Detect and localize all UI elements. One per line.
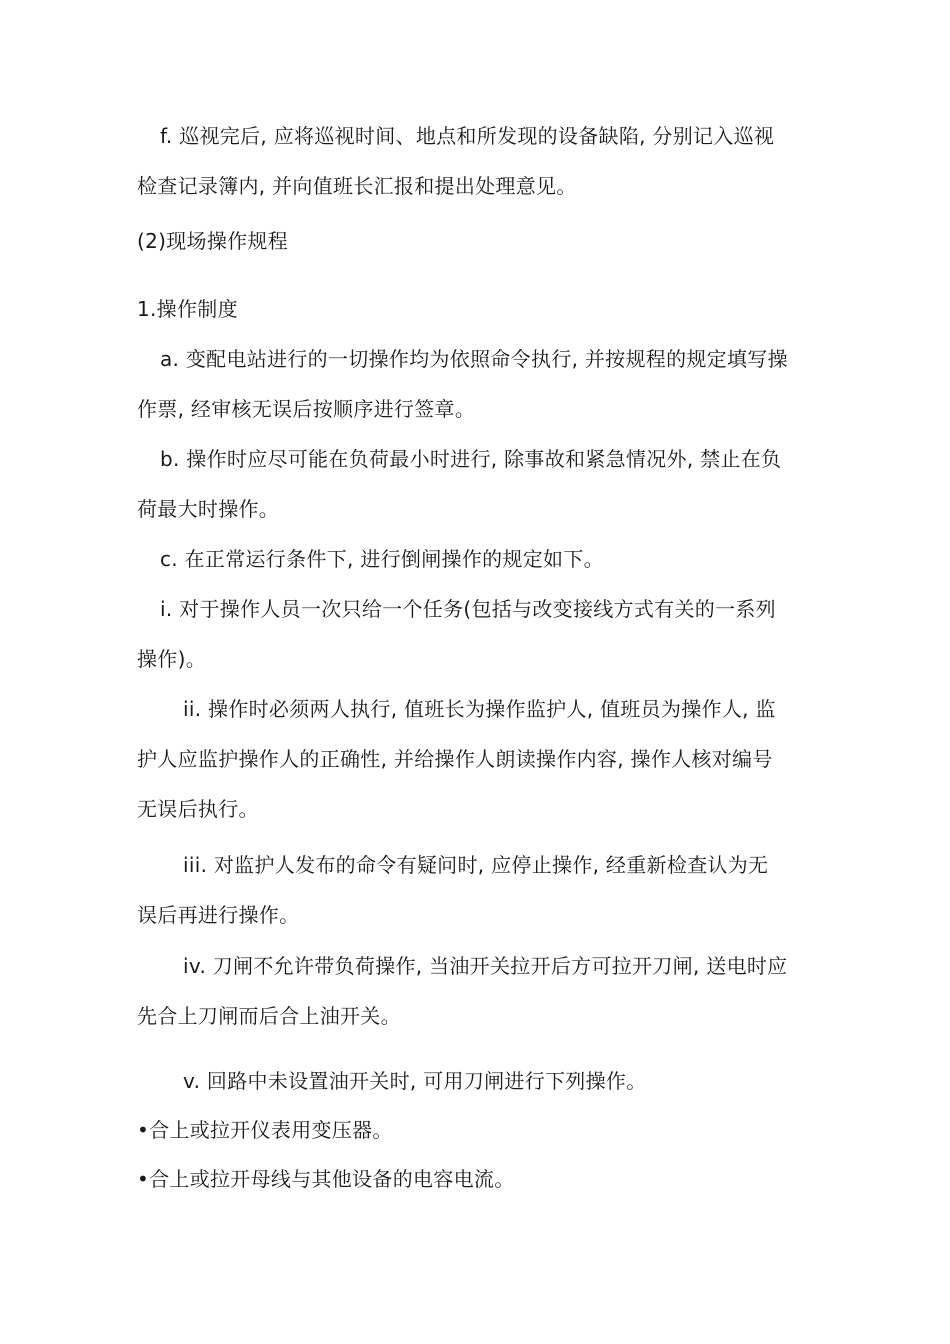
text-line: i. 对于操作人员一次只给一个任务(包括与改变接线方式有关的一系列 bbox=[160, 597, 776, 621]
text-line: 护人应监护操作人的正确性, 并给操作人朗读操作内容, 操作人核对编号 bbox=[137, 747, 773, 771]
text-line: c. 在正常运行条件下, 进行倒闸操作的规定如下。 bbox=[160, 547, 604, 571]
text-line: 无误后执行。 bbox=[137, 797, 259, 821]
text-line: 作票, 经审核无误后按顺序进行签章。 bbox=[137, 397, 476, 421]
bullet-item: •合上或拉开仪表用变压器。 bbox=[137, 1118, 393, 1142]
text-line: iv. 刀闸不允许带负荷操作, 当油开关拉开后方可拉开刀闸, 送电时应 bbox=[183, 954, 788, 978]
text-line: 误后再进行操作。 bbox=[137, 903, 300, 927]
text-line: 检查记录簿内, 并向值班长汇报和提出处理意见。 bbox=[137, 174, 577, 198]
text-line: b. 操作时应尽可能在负荷最小时进行, 除事故和紧急情况外, 禁止在负 bbox=[160, 447, 782, 471]
text-line: a. 变配电站进行的一切操作均为依照命令执行, 并按规程的规定填写操 bbox=[160, 347, 788, 371]
text-line: iii. 对监护人发布的命令有疑问时, 应停止操作, 经重新检查认为无 bbox=[183, 853, 769, 877]
text-line: 操作)。 bbox=[137, 647, 207, 671]
text-line: 荷最大时操作。 bbox=[137, 497, 280, 521]
text-line: ii. 操作时必须两人执行, 值班长为操作监护人, 值班员为操作人, 监 bbox=[183, 697, 776, 721]
text-line: 先合上刀闸而后合上油开关。 bbox=[137, 1004, 401, 1028]
text-line: f. 巡视完后, 应将巡视时间、地点和所发现的设备缺陷, 分别记入巡视 bbox=[160, 124, 775, 148]
bullet-item: •合上或拉开母线与其他设备的电容电流。 bbox=[137, 1167, 515, 1191]
subsection-heading: 1.操作制度 bbox=[137, 297, 238, 321]
text-line: v. 回路中未设置油开关时, 可用刀闸进行下列操作。 bbox=[183, 1069, 647, 1093]
section-heading: (2)现场操作规程 bbox=[137, 229, 289, 253]
